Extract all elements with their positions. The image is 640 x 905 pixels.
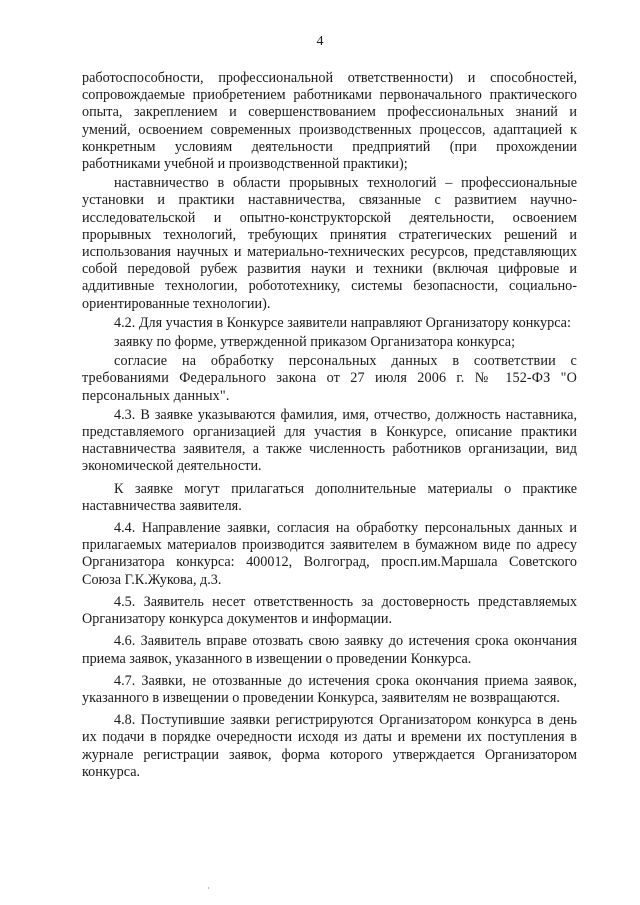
paragraph-breakthrough-mentoring: наставничество в области прорывных технологий – профессиональные установки и практики наставничества, связанные с развитием научно-исследовательской и опытно-конструкторской деятельности, освоением прорывных технологий, требующих принятия стратегических решений и использования научных и материально-технических ресурсов, представляющих собой передовой рубеж развития науки и техники (включая цифровые и аддитивные технологии, робототехнику, системы безопасности, социально-ориентированные технологии). — [82, 175, 577, 312]
paragraph-4-8: 4.8. Поступившие заявки регистрируются Организатором конкурса в день их подачи в порядке очередности исходя из даты и времени их поступления в журнале регистрации заявок, форма которого утверждается Организатором конкурса. — [82, 712, 577, 780]
paragraph-4-6: 4.6. Заявитель вправе отозвать свою заявку до истечения срока окончания приема заявок, указанного в извещении о проведении Конкурса. — [82, 633, 577, 667]
paragraph-application-form: заявку по форме, утвержденной приказом Организатора конкурса; — [114, 334, 516, 351]
paragraph-4-4: 4.4. Направление заявки, согласия на обработку персональных данных и прилагаемых материалов производится заявителем в бумажном виде по адресу Организатора конкурса: 400012, Волгоград, просп.им.Маршала Советского Союза Г.К.Жукова, д.3. — [82, 520, 577, 588]
paragraph-competencies-continued: работоспособности, профессиональной ответственности) и способностей, сопровождаемые приобретением работниками первоначального практического опыта, закреплением и совершенствованием профессиональных знаний и умений, освоением современных производственных процессов, адаптацией к конкретным условиям деятельности предприятий (при прохождении работниками учебной и производственной практики); — [82, 70, 577, 173]
paragraph-additional-materials: К заявке могут прилагаться дополнительные материалы о практике наставничества заявителя. — [82, 480, 577, 514]
paragraph-4-3: 4.3. В заявке указываются фамилия, имя, отчество, должность наставника, представляемого организацией для участия в Конкурсе, описание практики наставничества заявителя, а также численность работников организации, вид экономической деятельности. — [82, 406, 577, 475]
page-number: 4 — [316, 34, 324, 49]
paragraph-4-5: 4.5. Заявитель несет ответственность за достоверность представляемых Организатору конкурса документов и информации. — [82, 593, 577, 628]
paragraph-personal-data-consent: согласие на обработку персональных данных в соответствии с требованиями Федерального закона от 27 июля 2006 г. № 152-ФЗ "О персональных данных". — [82, 353, 577, 404]
paragraph-4-2: 4.2. Для участия в Конкурсе заявители направляют Организатору конкурса: — [114, 314, 571, 331]
paragraph-4-7: 4.7. Заявки, не отозванные до истечения срока окончания приема заявок, указанного в извещении о проведении Конкурса, заявителям не возвращаются. — [82, 672, 577, 706]
scan-mark — [208, 887, 209, 889]
